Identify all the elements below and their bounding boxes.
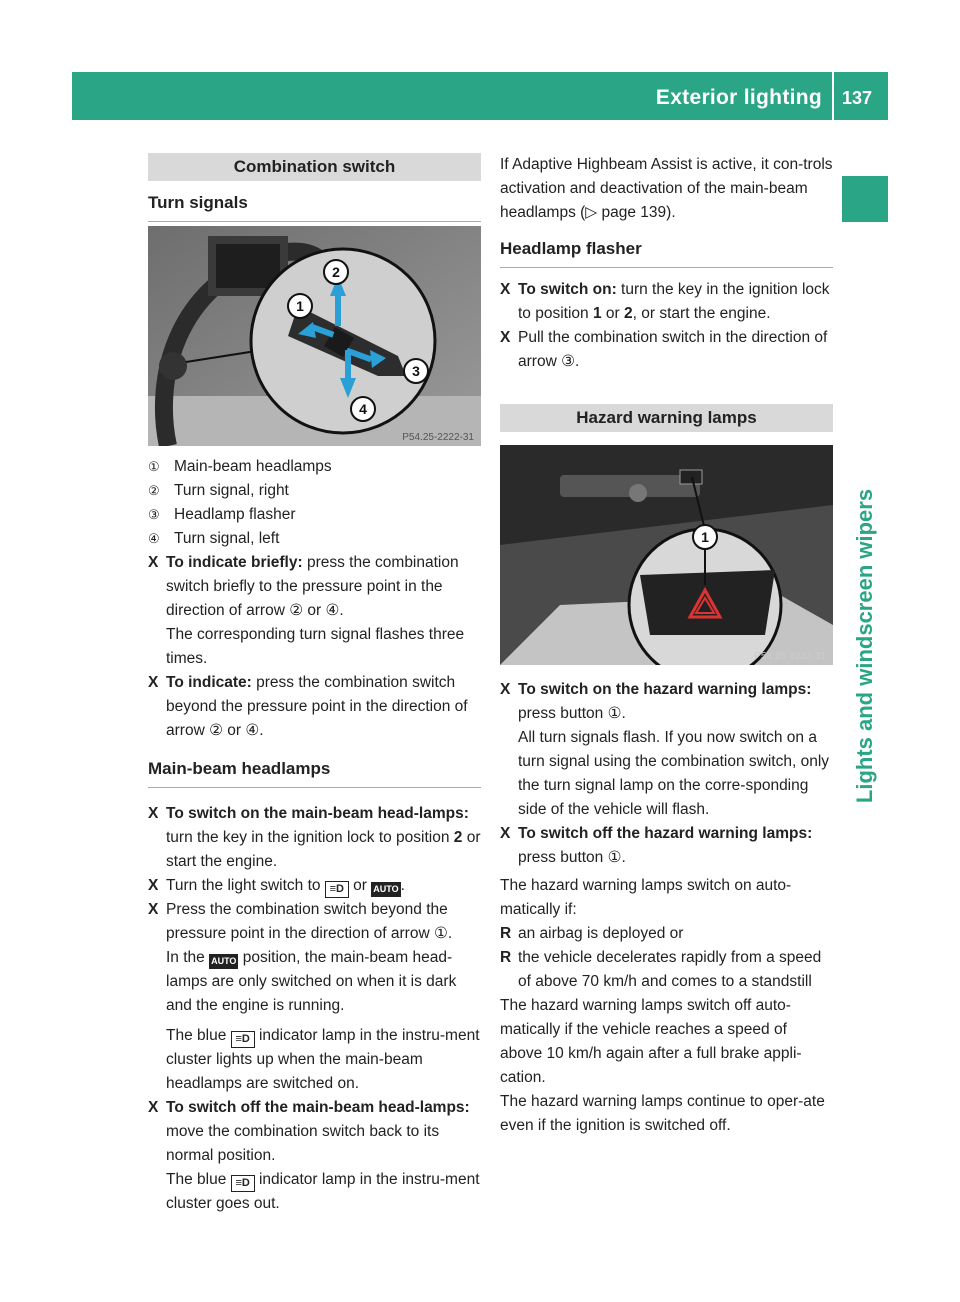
page-title: Exterior lighting — [655, 86, 822, 109]
main-beam-icon: ≡D — [325, 881, 349, 898]
figure-code: P54.25-9233-31 — [754, 651, 826, 662]
auto-icon: AUTO — [371, 882, 400, 897]
legend-item: ③ Headlamp flasher — [148, 506, 296, 523]
instruction-step: X Pull the combination switch in the direction of arrow ③. — [500, 329, 828, 370]
left-column — [148, 153, 481, 222]
section-heading-combination-switch: Combination switch — [148, 153, 481, 181]
legend-item: ④ Turn signal, left — [148, 530, 280, 547]
callout-3: 3 — [412, 363, 420, 379]
left-text — [148, 455, 481, 1216]
figure-code: P54.25-2222-31 — [402, 432, 474, 443]
combination-switch-photo — [148, 226, 481, 446]
instruction-step: X To switch on the main-beam head-lamps: turn the key in the ignition lock to position 2 or start the engine. — [148, 805, 481, 870]
subheading-main-beam: Main-beam headlamps — [148, 757, 481, 788]
instruction-step: X To indicate briefly: press the combination switch briefly to the pressure point in the direction of arrow ② or ④. The corresponding turn signal flashes three times. — [148, 554, 465, 667]
continue-operation-text: The hazard warning lamps continue to oper-ate even if the ignition is switched off. — [500, 1093, 825, 1134]
instruction-step: X Press the combination switch beyond the pressure point in the direction of arrow ①. In the AUTO position, the main-beam head-lamps are only switched on when it is dark and the engine is running. The blue ≡D indicator lamp in the instru-ment cluster lights up when the main-beam headlamps are switched on. — [148, 901, 480, 1092]
chapter-marker — [842, 176, 888, 222]
section-heading-hazard: Hazard warning lamps — [500, 404, 833, 432]
callout-2: 2 — [332, 264, 340, 280]
auto-switch-off-text: The hazard warning lamps switch off auto-matically if the vehicle reaches a speed of above 10 km/h again after a full brake appli-cation. — [500, 997, 802, 1086]
instruction-step: X Turn the light switch to ≡D or AUTO . — [148, 874, 481, 898]
main-beam-indicator-icon: ≡D — [231, 1031, 255, 1048]
instruction-step: X To switch off the main-beam head-lamps: move the combination switch back to its normal position. The blue ≡D indicator lamp in the instru-ment cluster goes out. — [148, 1099, 480, 1212]
legend-item: ① Main-beam headlamps — [148, 458, 332, 475]
instruction-step: X To indicate: press the combination switch beyond the pressure point in the direction of arrow ② or ④. — [148, 674, 468, 739]
hazard-button-illustration — [500, 445, 833, 665]
right-text — [500, 678, 833, 1138]
header-divider — [832, 72, 834, 120]
callout-1: 1 — [296, 298, 304, 314]
auto-switch-on-text: The hazard warning lamps switch on auto-matically if: — [500, 877, 792, 918]
adaptive-highbeam-note: If Adaptive Highbeam Assist is active, it con-trols activation and deactivation of the main-beam headlamps (▷ page 139). — [500, 156, 833, 221]
combination-switch-illustration — [148, 226, 481, 446]
legend-item: ② Turn signal, right — [148, 482, 289, 499]
auto-icon: AUTO — [209, 954, 238, 969]
instruction-step: X To switch on: turn the key in the ignition lock to position 1 or 2, or start the engine. — [500, 281, 830, 322]
chapter-tab — [842, 176, 888, 1216]
page-number: 137 — [842, 88, 873, 108]
callout-1: 1 — [701, 529, 709, 545]
chapter-label: Lights and windscreen wipers — [852, 488, 877, 804]
instruction-step: X To switch off the hazard warning lamps: press button ①. — [500, 825, 813, 866]
subheading-turn-signals: Turn signals — [148, 191, 481, 222]
callout-4: 4 — [359, 401, 367, 417]
hazard-button-photo — [500, 445, 833, 665]
right-column — [500, 153, 833, 432]
subheading-headlamp-flasher: Headlamp flasher — [500, 237, 833, 268]
condition-item: R the vehicle decelerates rapidly from a speed of above 70 km/h and comes to a standstill — [500, 949, 822, 990]
instruction-step: X To switch on the hazard warning lamps: press button ①. All turn signals flash. If you now switch on a turn signal using the combination switch, only the turn signal lamp on the corre-sponding side of the vehicle will flash. — [500, 681, 830, 818]
main-beam-indicator-icon: ≡D — [231, 1175, 255, 1192]
condition-item: R an airbag is deployed or — [500, 925, 684, 942]
